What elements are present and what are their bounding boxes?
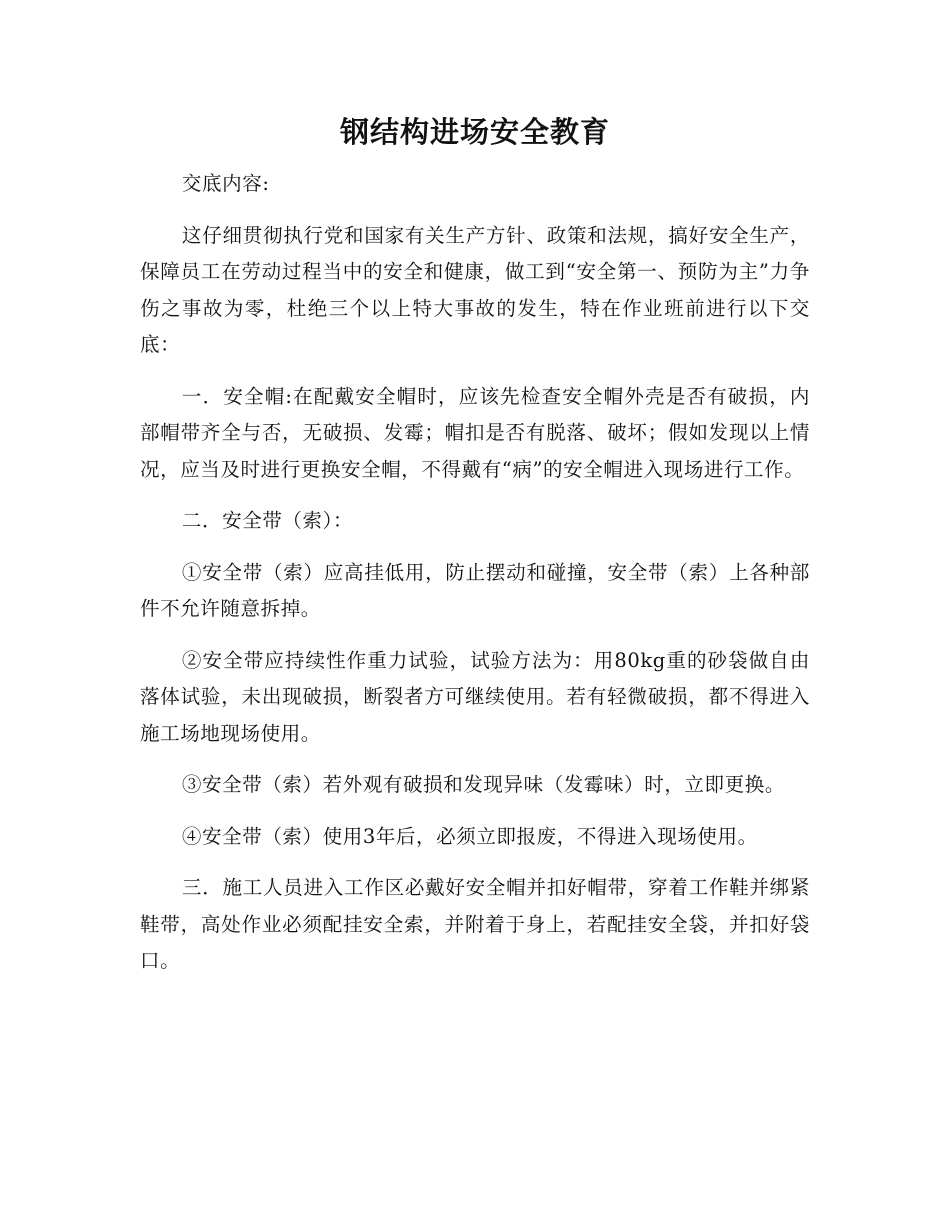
paragraph-helmet: 一．安全帽:在配戴安全帽时，应该先检查安全帽外壳是否有破损，内部帽带齐全与否，无破损、发霉；帽扣是否有脱落、破坏；假如发现以上情况，应当及时进行更换安全帽，不得戴有“病”的安全帽进入现场进行工作。 — [140, 384, 810, 481]
paragraph-belt-item-3: ③安全带（索）若外观有破损和发现异味（发霉味）时，立即更换。 — [181, 773, 785, 796]
paragraph-belt-heading: 二．安全带（索）： — [181, 509, 354, 532]
paragraph-belt-item-4: ④安全带（索）使用3年后，必须立即报废，不得进入现场使用。 — [181, 824, 758, 848]
paragraph-intro-label: 交底内容: — [181, 172, 270, 195]
paragraph-belt-item-2: ②安全带应持续性作重力试验，试验方法为：用80kg重的砂袋做自由落体试验，未出现破损，断裂者方可继续使用。若有轻微破损，都不得进入施工场地现场使用。 — [140, 648, 810, 745]
paragraph-intro: 这仔细贯彻执行党和国家有关生产方针、政策和法规，搞好安全生产，保障员工在劳动过程当中的安全和健康，做工到“安全第一、预防为主”力争伤之事故为零，杜绝三个以上特大事故的发生，特在作业班前进行以下交底： — [140, 223, 810, 356]
paragraph-belt-item-1: ①安全带（索）应高挂低用，防止摆动和碰撞，安全带（索）上各种部件不允许随意拆掉。 — [140, 560, 810, 620]
paragraph-work-area: 三．施工人员进入工作区必戴好安全帽并扣好帽带，穿着工作鞋并绑紧鞋带，高处作业必须配挂安全索，并附着于身上，若配挂安全袋，并扣好袋口。 — [140, 876, 810, 972]
document-title: 钢结构进场安全教育 — [339, 115, 610, 149]
document-body — [140, 166, 810, 996]
